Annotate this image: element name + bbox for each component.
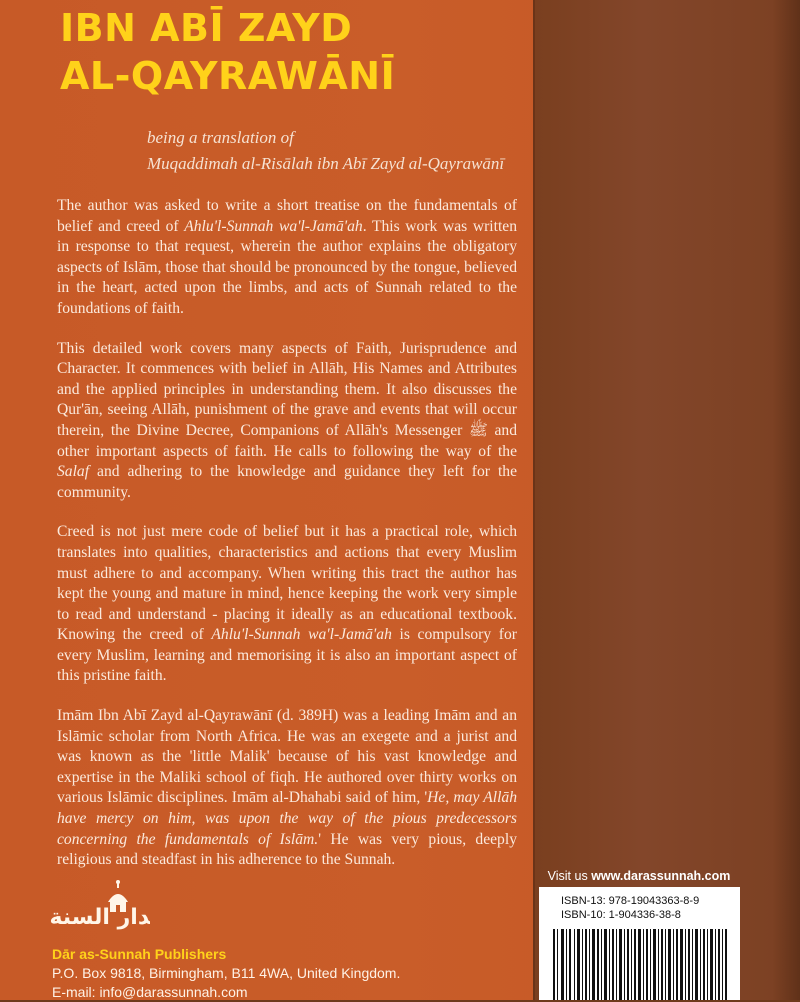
isbn-10: ISBN-10: 1-904336-38-8 <box>561 909 681 921</box>
publisher-email: E-mail: info@darassunnah.com <box>52 984 248 1000</box>
book-title <box>60 4 530 100</box>
paragraph-4-text-c: ' He was very pious, deeply religious and steadfast in his adherence to the Sunnah. <box>57 830 517 869</box>
paragraph-1-emphasis: Ahlu'l-Sunnah wa'l-Jamā'ah <box>184 217 363 235</box>
publisher-logo <box>50 880 150 930</box>
visit-prefix: Visit us <box>547 869 588 883</box>
publisher-name: Dār as-Sunnah Publishers <box>52 946 227 962</box>
paragraph-3-emphasis: Ahlu'l-Sunnah wa'l-Jamā'ah <box>211 626 392 644</box>
svg-text:ﺪﺍﺭ ﺍﻟﺴﻨﺔ: ﻿ﺪﺍﺭ ﺍﻟﺴﻨﺔ <box>50 905 150 930</box>
paragraph-4 <box>57 706 517 871</box>
book-edge <box>533 0 800 1000</box>
publisher-address: P.O. Box 9818, Birmingham, B11 4WA, United Kingdom. <box>52 965 401 981</box>
paragraph-4-text-a: Imām Ibn Abī Zayd al-Qayrawānī (d. 389H) was a leading Imām and an Islāmic scholar from North Africa. He was an exegete and a jurist and was known as the 'little Malik' because of his vast knowledge and expertise in the Maliki school of fiqh. He authored over thirty works on various Islāmic disciplines. Imām al-Dhahabi said of him, ' <box>57 707 517 807</box>
paragraph-3 <box>57 522 517 687</box>
blurb <box>57 196 517 890</box>
paragraph-3-text-a: Creed is not just mere code of belief but it has a practical role, which translates into qualities, characteristics and actions that every Muslim must adhere to and accompany. When writing this tract the author has kept the young and mature in mind, hence keeping the work very simple to read and understand - placing it ideally as an educational textbook. Knowing the creed of <box>57 523 517 644</box>
subtitle-line-2: Muqaddimah al-Risālah ibn Abī Zayd al-Qayrawānī <box>147 154 505 173</box>
paragraph-3-text-c: is compulsory for every Muslim, learning and memorising it is also an important aspect of this pristine faith. <box>57 626 517 685</box>
barcode-icon <box>553 929 728 1000</box>
paragraph-4-quote: He, may Allāh have mercy on him, was upon the way of the pious predecessors concerning the fundamentals of Islām. <box>57 789 517 848</box>
paragraph-2 <box>57 339 517 504</box>
publisher-info <box>52 945 532 1002</box>
barcode-panel <box>539 887 740 1000</box>
subtitle <box>147 125 527 177</box>
website-url[interactable]: www.darassunnah.com <box>591 869 731 883</box>
title-line-1: IBN ABĪ ZAYD <box>60 6 353 50</box>
paragraph-1-text-c: . This work was written in response to that request, wherein the author explains the obligatory aspects of Islām, those that should be pronounced by the tongue, believed in the heart, acted upon the limbs, and acts of Sunnah related to the foundations of faith. <box>57 217 517 317</box>
paragraph-1 <box>57 196 517 320</box>
paragraph-2-text-c: and adhering to the knowledge and guidance they left for the community. <box>57 463 517 501</box>
paragraph-1-text-a: The author was asked to write a short treatise on the fundamentals of belief and creed of <box>57 197 517 235</box>
paragraph-2-emphasis: Salaf <box>57 463 90 481</box>
subtitle-line-1: being a translation of <box>147 128 294 147</box>
title-line-2: AL-QAYRAWĀNĪ <box>60 54 396 98</box>
website-banner <box>539 866 739 886</box>
paragraph-2-text-a: This detailed work covers many aspects of Faith, Jurisprudence and Character. It commences with belief in Allāh, His Names and Attributes and the applied principles in understanding them. It also discusses the Qur'ān, seeing Allāh, punishment of the grave and events that will occur therein, the Divine Decree, Companions of Allāh's Messenger ﷺ and other important aspects of faith. He calls to following the way of the <box>57 339 517 460</box>
isbn-13: ISBN-13: 978-19043363-8-9 <box>561 895 700 907</box>
dome-logo-icon <box>50 880 150 930</box>
